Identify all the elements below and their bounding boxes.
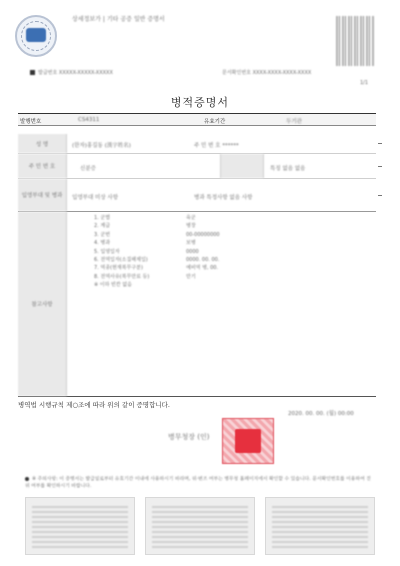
notice-text <box>25 476 375 490</box>
list-item-value: 0000 <box>186 248 199 255</box>
certificate-table <box>18 113 376 397</box>
branch-value: 병과 특정사항 없음 사항 <box>194 195 253 201</box>
list-item <box>94 281 220 289</box>
list-item <box>94 273 220 281</box>
list-item-label: 7. 역종(현재복무구분) <box>94 265 143 272</box>
id-value: 주 민 번 호 ****** <box>194 143 239 149</box>
issue-date: 2020. 00. 00. (월) 00:00 <box>288 411 354 417</box>
row-id <box>18 154 376 179</box>
issue-number <box>30 69 113 76</box>
unit-label: 입영부대 및 병과 <box>18 179 67 211</box>
row-unit <box>18 179 376 212</box>
bullet-icon <box>25 477 29 481</box>
issuing-agency-line: 상세정보가 | 기타 공증 일반 증명서 <box>72 16 165 23</box>
id-label: 주 민 번 호 <box>18 154 67 178</box>
validity-value: 두기관 <box>286 119 302 125</box>
margin-tick <box>378 143 382 144</box>
issue-value: CS4311 <box>78 117 100 123</box>
name-value: (한자)홍길동 (漢字姓名) <box>72 143 131 149</box>
list-item-label: 2. 계급 <box>94 223 111 230</box>
document-check-number: 문서확인번호 XXXX-XXXX-XXXX-XXXX <box>222 70 312 76</box>
list-item-value: 예비역 병, 00. <box>186 265 219 272</box>
list-item <box>94 248 220 256</box>
footer-info-box-3 <box>265 497 375 555</box>
issue-number-text: 발급번호 XXXXX-XXXXX-XXXXX <box>38 70 113 76</box>
feature-value: 특징 없음 없음 <box>270 166 306 172</box>
list-item-label: 1. 군별 <box>94 215 111 221</box>
issuer-name: 병무청장 (인) <box>168 433 210 441</box>
list-item <box>94 256 220 264</box>
validity-label: 유효기간 <box>204 119 226 125</box>
list-item-value: 만기 <box>186 273 196 280</box>
row-name <box>18 134 376 154</box>
list-item-label: 5. 입영일자 <box>94 248 120 255</box>
feature-label <box>220 154 264 178</box>
list-item-label: 8. 전역사유(복무만료 등) <box>94 273 150 280</box>
name-label: 성 명 <box>18 134 67 153</box>
list-item <box>94 231 220 239</box>
list-item-label: ※ 이하 빈칸 없음 <box>94 282 132 289</box>
list-item-value: 보병 <box>186 240 196 247</box>
footer-info-box-1 <box>25 497 135 555</box>
list-item-value: 육군 <box>186 215 196 221</box>
id-detail: 신분증 <box>80 166 96 172</box>
list-item <box>94 222 220 230</box>
list-item-label: 6. 전역일자(소집해제일) <box>94 257 148 264</box>
row-issue <box>18 114 376 126</box>
issue-label: 발행번호 <box>20 119 42 125</box>
qr-code-icon <box>336 16 374 66</box>
unit-value: 입영부대 미상 사항 <box>72 195 119 201</box>
margin-tick <box>378 195 382 196</box>
certification-statement: 병역법 시행규칙 제○조에 따라 위의 같이 증명합니다. <box>18 401 170 409</box>
page-indicator: 1/1 <box>360 80 369 86</box>
list-item <box>94 239 220 247</box>
list-item-value: 00-00000000 <box>186 231 220 238</box>
notice-body: ※ 주의사항: 이 증명서는 발급일로부터 유효기간 이내에 사용하시기 바라며, 위·변조 여부는 병무청 홈페이지에서 확인할 수 있습니다. 문서확인번호를 이용하여 진위 여부를 확인하시기 바랍니다. <box>25 477 371 489</box>
list-item-label: 4. 병과 <box>94 240 111 247</box>
footer-info-box-2 <box>145 497 255 555</box>
list-item-value: 0000. 00. 00. <box>186 257 220 264</box>
service-detail-list <box>94 214 220 290</box>
list-item-label: 3. 군번 <box>94 231 111 238</box>
square-bullet-icon <box>30 70 35 75</box>
list-item-value: 병장 <box>186 223 196 230</box>
list-item <box>94 214 220 222</box>
list-item <box>94 264 220 272</box>
emblem-seal-icon <box>15 15 57 57</box>
remarks-label: 참고사항 <box>18 212 67 396</box>
margin-tick <box>378 166 382 167</box>
official-stamp-icon <box>222 418 274 464</box>
document-title: 병적증명서 <box>170 96 230 109</box>
